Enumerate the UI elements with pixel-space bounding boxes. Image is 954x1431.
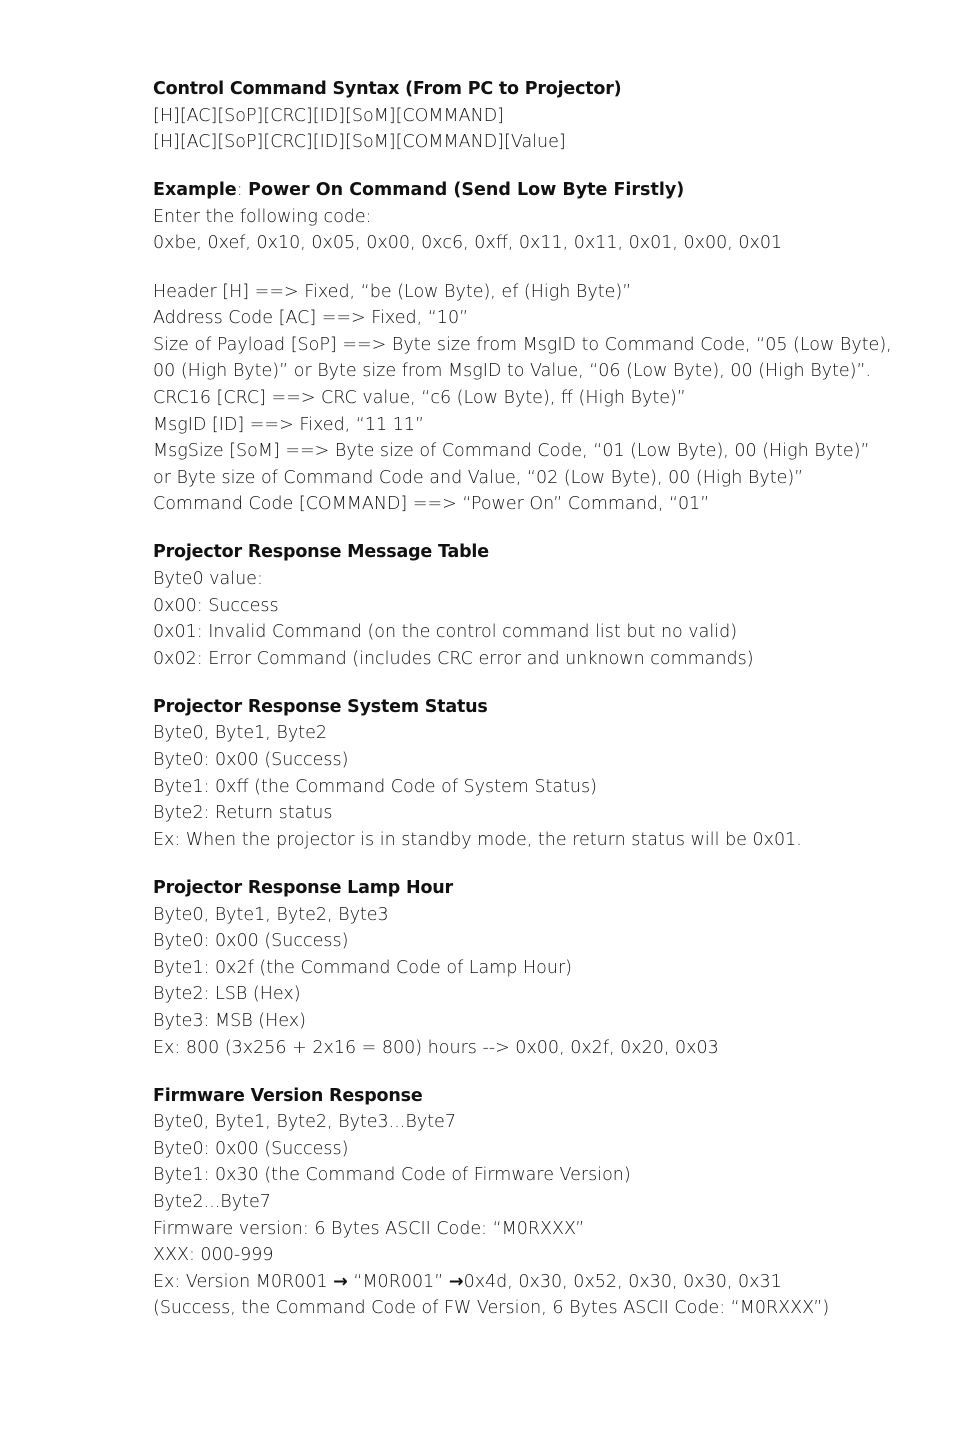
response-message-table-section <box>153 539 894 672</box>
lamp-line: Byte3: MSB (Hex) <box>153 1010 306 1031</box>
example-colon: : <box>236 180 249 201</box>
firmware-example-line <box>153 1269 894 1296</box>
field-line: or Byte size of Command Code and Value, “02 (Low Byte), 00 (High Byte)” <box>153 467 804 488</box>
system-status-section <box>153 694 894 854</box>
field-line: Size of Payload [SoP] ==> Byte size from MsgID to Command Code, “05 (Low Byte), 00 (High Byte)” or Byte size from MsgID to Value, “06 (Low Byte), 00 (High Byte)”. <box>153 334 892 382</box>
field-line: Address Code [AC] ==> Fixed, “10” <box>153 308 469 329</box>
firmware-line: (Success, the Command Code of FW Version, 6 Bytes ASCII Code: “M0RXXX”) <box>153 1298 830 1319</box>
firmware-line: Byte1: 0x30 (the Command Code of Firmware Version) <box>153 1165 631 1186</box>
example-middle: “M0R001” <box>347 1271 449 1292</box>
firmware-line: Byte0, Byte1, Byte2, Byte3...Byte7 <box>153 1112 456 1133</box>
firmware-version-section <box>153 1083 894 1322</box>
field-line: CRC16 [CRC] ==> CRC value, “c6 (Low Byte), ff (High Byte)” <box>153 387 686 408</box>
section-heading: Firmware Version Response <box>153 1085 423 1106</box>
example-heading <box>153 177 894 204</box>
section-heading: Projector Response System Status <box>153 696 488 717</box>
firmware-line: Byte2...Byte7 <box>153 1191 271 1212</box>
example-prefix: Ex: Version M0R001 <box>153 1271 334 1292</box>
lamp-hour-section <box>153 875 894 1061</box>
command-syntax-section <box>153 76 894 156</box>
field-line: MsgSize [SoM] ==> Byte size of Command Code, “01 (Low Byte), 00 (High Byte)” <box>153 441 870 462</box>
example-line: Enter the following code: <box>153 206 372 227</box>
lamp-line: Byte1: 0x2f (the Command Code of Lamp Hour) <box>153 957 572 978</box>
right-arrow-icon: → <box>448 1271 464 1292</box>
firmware-line: Firmware version: 6 Bytes ASCII Code: “M0RXXX” <box>153 1218 585 1239</box>
response-line: Byte0 value: <box>153 569 263 589</box>
status-line: Byte2: Return status <box>153 803 333 824</box>
field-description-section <box>153 279 894 518</box>
status-line: Byte1: 0xff (the Command Code of System Status) <box>153 776 597 797</box>
example-title: Power On Command (Send Low Byte Firstly) <box>248 180 685 201</box>
section-heading: Projector Response Message Table <box>153 542 489 563</box>
syntax-line: [H][AC][SoP][CRC][ID][SoM][COMMAND][Value] <box>153 132 566 153</box>
right-arrow-icon: → <box>333 1271 348 1292</box>
status-line: Byte0: 0x00 (Success) <box>153 750 349 771</box>
example-section <box>153 177 894 257</box>
example-suffix: 0x4d, 0x30, 0x52, 0x30, 0x30, 0x31 <box>463 1271 782 1292</box>
response-line: 0x00: Success <box>153 595 279 616</box>
response-line: 0x02: Error Command (includes CRC error and unknown commands) <box>153 648 754 669</box>
response-line: 0x01: Invalid Command (on the control command list but no valid) <box>153 622 738 643</box>
lamp-line: Byte0, Byte1, Byte2, Byte3 <box>153 904 389 925</box>
field-line: Header [H] ==> Fixed, “be (Low Byte), ef (High Byte)” <box>153 281 632 302</box>
firmware-line: Byte0: 0x00 (Success) <box>153 1138 349 1159</box>
firmware-line: XXX: 000-999 <box>153 1245 274 1266</box>
lamp-line: Byte2: LSB (Hex) <box>153 984 301 1005</box>
lamp-line: Ex: 800 (3x256 + 2x16 = 800) hours --> 0x00, 0x2f, 0x20, 0x03 <box>153 1037 719 1058</box>
section-heading: Projector Response Lamp Hour <box>153 877 453 898</box>
syntax-line: [H][AC][SoP][CRC][ID][SoM][COMMAND] <box>153 105 504 126</box>
lamp-line: Byte0: 0x00 (Success) <box>153 931 349 952</box>
field-line: Command Code [COMMAND] ==> “Power On” Command, “01” <box>153 494 710 515</box>
status-line: Ex: When the projector is in standby mode, the return status will be 0x01. <box>153 829 802 850</box>
status-line: Byte0, Byte1, Byte2 <box>153 723 327 744</box>
section-heading: Control Command Syntax (From PC to Projector) <box>153 79 622 99</box>
example-label: Example <box>153 180 237 201</box>
field-line: MsgID [ID] ==> Fixed, “11 11” <box>153 414 425 435</box>
example-code-line: 0xbe, 0xef, 0x10, 0x05, 0x00, 0xc6, 0xff, 0x11, 0x11, 0x01, 0x00, 0x01 <box>153 233 783 254</box>
